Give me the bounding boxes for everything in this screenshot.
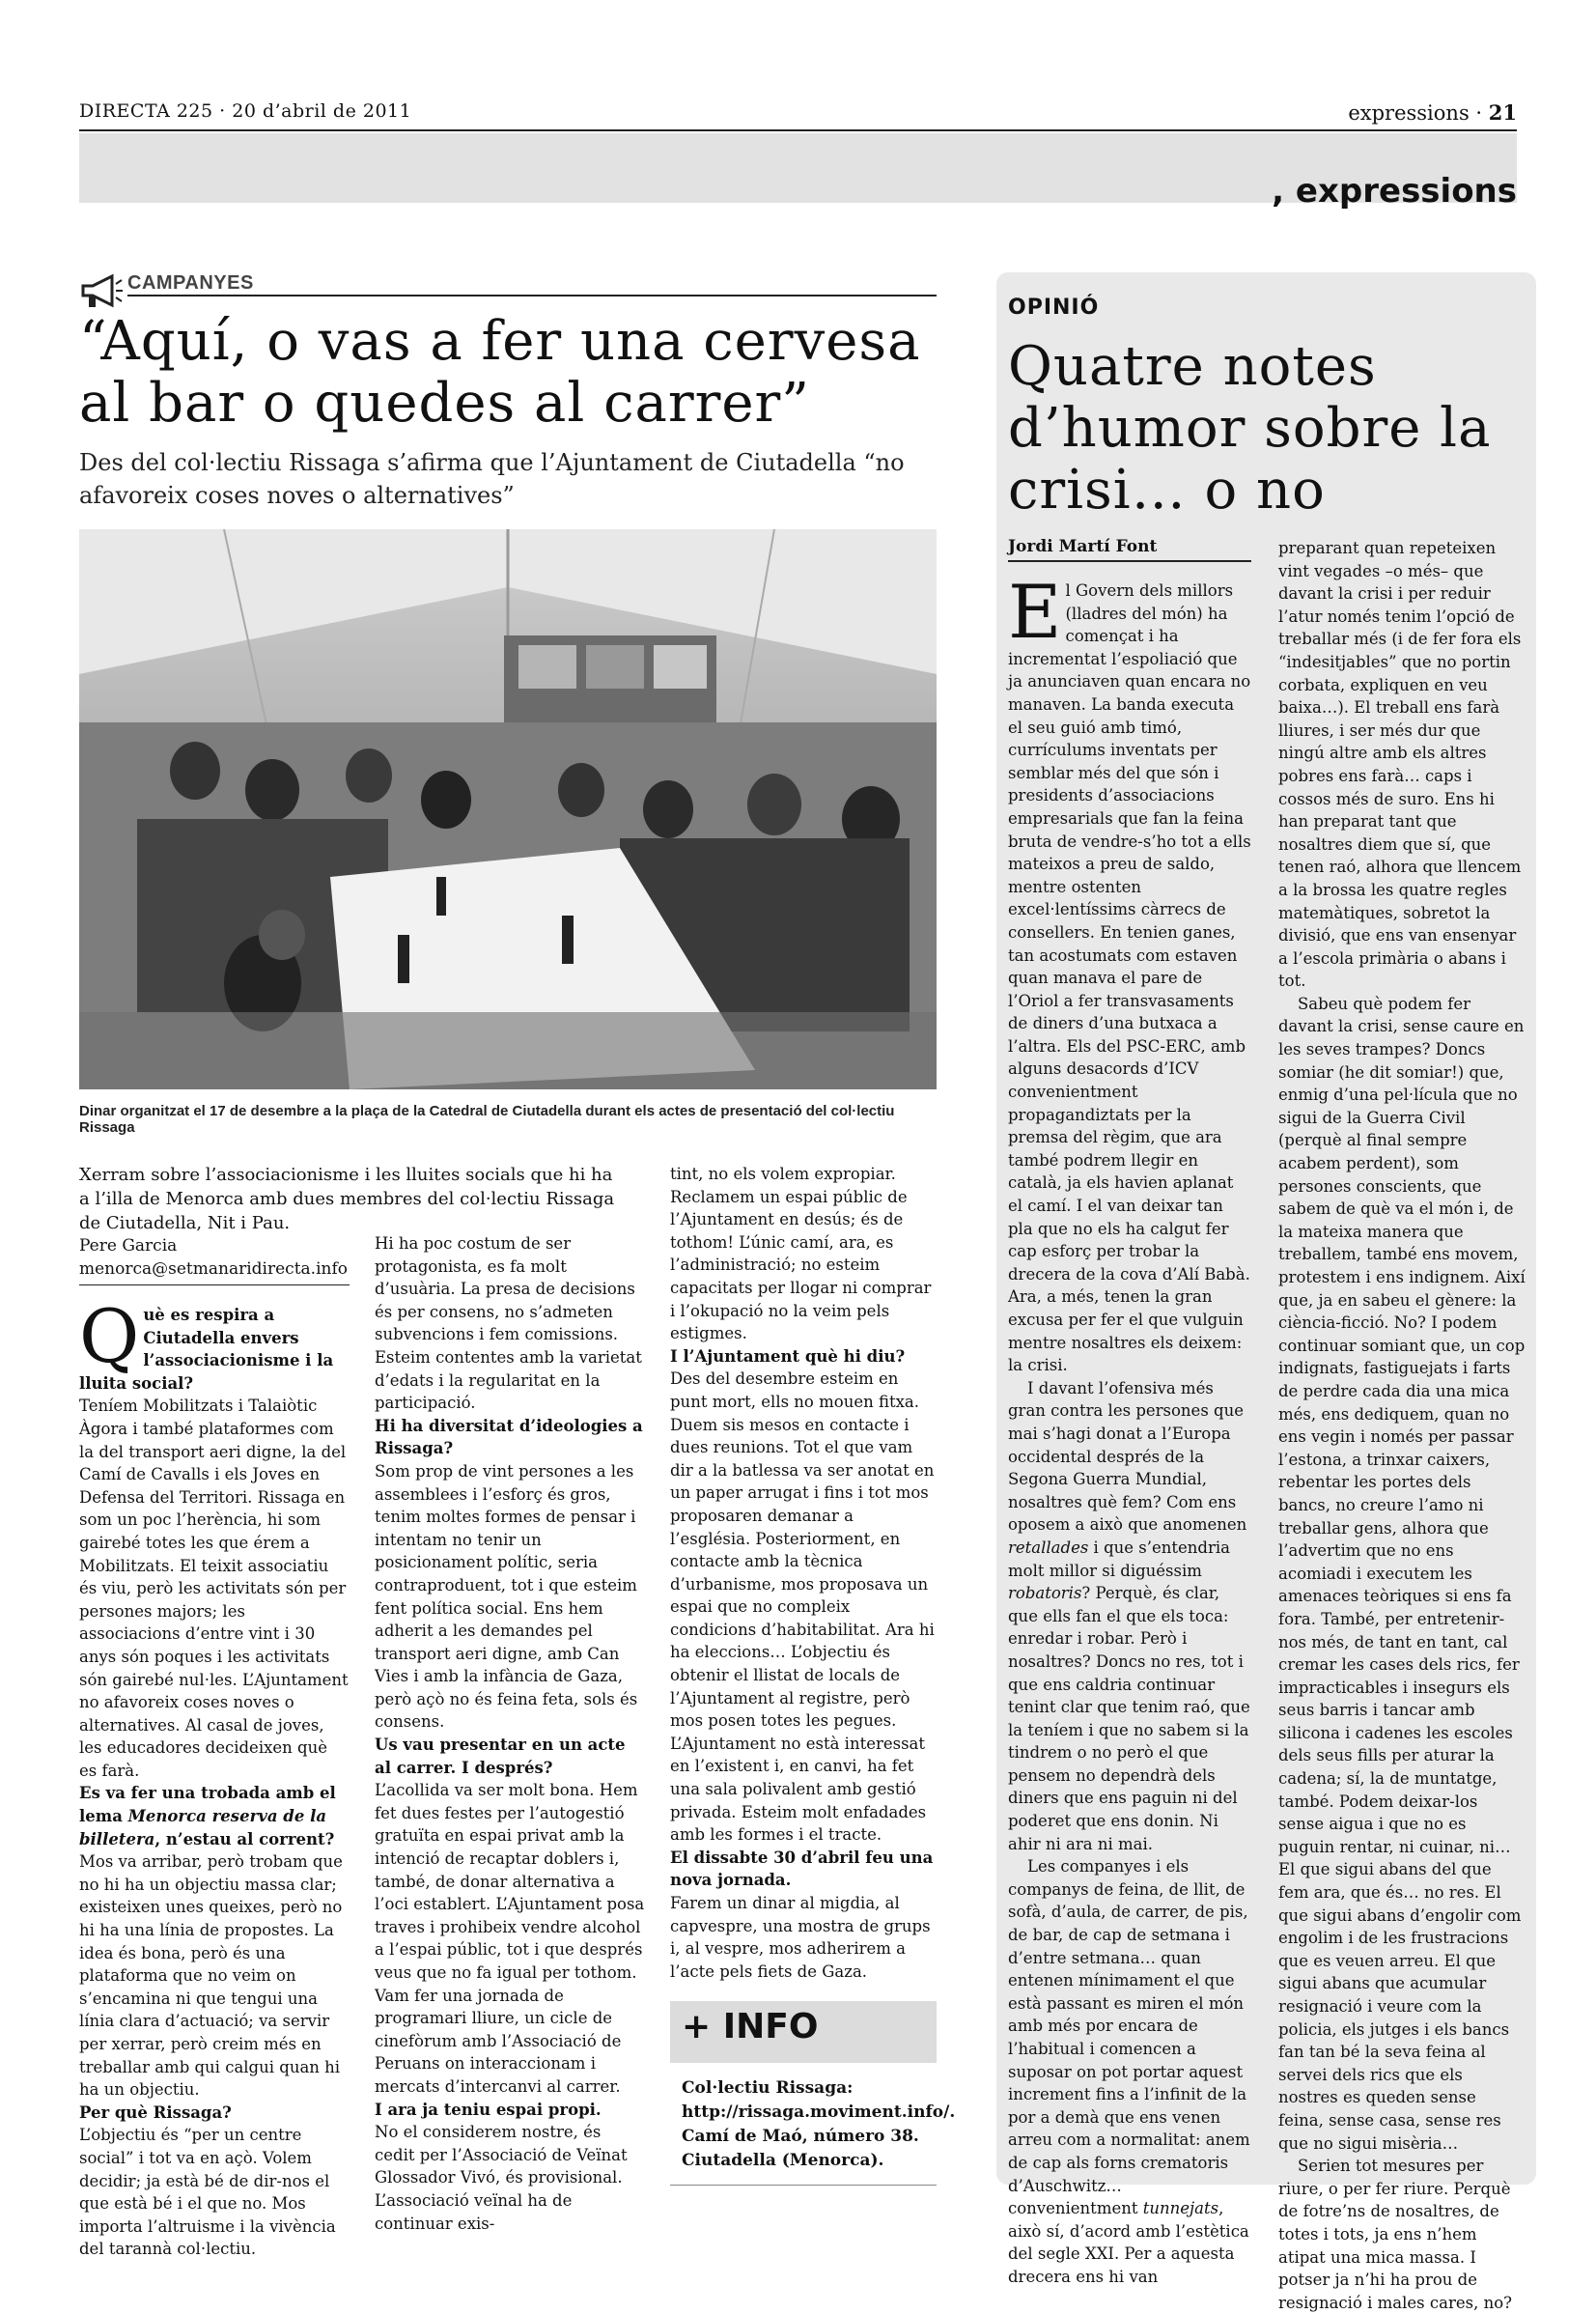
article-column-2: [375, 1232, 645, 2235]
question: Hi ha diversitat d’ideologies a Rissaga?: [375, 1416, 643, 1458]
byline-rule: [79, 1284, 350, 1285]
info-link[interactable]: http://rissaga.moviment.info/.: [682, 2102, 956, 2122]
opinion-author-rule: [1008, 560, 1251, 562]
answer: Mos va arribar, però trobam que no hi ha un objectiu massa clar; existeixen unes queixes, però no hi ha una línia de propostes. La idea és bona, però és una plataforma que no veim on s’encamina ni que tengui una línia clara d’actuació; va servir per xerrar, però creim més en treballar amb qui calgui quan hi ha un objectiu.: [79, 1852, 343, 2100]
answer: Farem un dinar al migdia, al capvespre, una mostra de grups i, al vespre, mos adherirem a l’acte pels fiets de Gaza.: [670, 1894, 931, 1981]
answer: L’objectiu és “per un centre social” i tot va en açò. Volem decidir; ja està bé de dir-nos el que està bé i el que no. Mos importa l’altruisme i la vivència del tarannà col·lectiu.: [79, 2126, 336, 2259]
answer: L’acollida va ser molt bona. Hem fet dues festes per l’autogestió gratuïta en espai privat amb la intenció de recaptar doblers i, també, de donar alternativa a l’oci establert. L’Ajuntament posa traves i prohibeix vendre alcohol a l’espai públic, tot i que després veus que no fa igual per tothom. Vam fer una jornada de programari lliure, un cicle de cinefòrum amb l’Associació de Peruans on interaccionam i mercats d’intercanvi al carrer.: [375, 1781, 645, 2096]
info-title: + INFO: [682, 2007, 819, 2046]
opinion-author: Jordi Martí Font: [1008, 537, 1158, 556]
page-section: [1348, 100, 1517, 125]
page-number: 21: [1488, 100, 1517, 125]
info-body: [682, 2076, 956, 2173]
band-label: , expressions: [1272, 172, 1517, 211]
paragraph: I davant l’ofensiva més gran contra les persones que mai s’hagi donat a l’Europa occidental després de la Segona Guerra Mundial, nosaltres què fem? Com ens oposem a això que anomenen retallades i que s’entendria molt millor si diguéssim robatoris? Perquè, és clar, que ells fan el que els toca: enredar i robar. Però i nosaltres? Doncs no res, tot i que ens caldria continuar tenint clar que tenim raó, que la teníem i que no sabem si la tindrem o no però el que pensem no dependrà dels diners que ens paguin ni del poderet que ens donin. Ni ahir ni ara ni mai.: [1008, 1378, 1250, 1853]
photo-caption: Dinar organitzat el 17 de desembre a la plaça de la Catedral de Ciutadella durant els actes de presentació del col·lectiu Rissaga: [79, 1103, 895, 1136]
section-rule: [127, 295, 937, 296]
info-line: Ciutadella (Menorca).: [682, 2151, 884, 2170]
question: I ara ja teniu espai propi.: [375, 2100, 602, 2119]
opinion-title: Quatre notes d’humor sobre la crisi… o no: [1008, 335, 1492, 522]
issue-info: DIRECTA 225 · 20 d’abril de 2011: [79, 100, 412, 122]
question: I l’Ajuntament què hi diu?: [670, 1346, 906, 1366]
article-title: “Aquí, o vas a fer una cervesa al bar o quedes al carrer”: [79, 310, 921, 435]
answer: tint, no els volem expropiar. Reclamem un espai públic de l’Ajuntament en desús; és de tothom! L’únic camí, ara, es l’administració; no esteim capacitats per llogar ni comprar i l’okupació no la veim pels estigmes.: [670, 1165, 932, 1343]
section-label: CAMPANYES: [127, 272, 254, 294]
info-line: Col·lectiu Rissaga:: [682, 2078, 854, 2098]
info-rule: [670, 2185, 937, 2186]
question: uè es respira a Ciutadella envers l’associacionisme i la lluita social?: [79, 1306, 334, 1393]
question: El dissabte 30 d’abril feu una nova jornada.: [670, 1848, 934, 1890]
article-lead: Xerram sobre l’associacionisme i les lluites socials que hi ha a l’illa de Menorca amb dues membres del col·lectiu Rissaga de Ciutadella, Nit i Pau.: [79, 1165, 615, 1233]
opinion-label: OPINIÓ: [1008, 296, 1100, 320]
question: Es va fer una trobada amb el lema Menorca reserva de la billetera, n’estau al corrent?: [79, 1784, 336, 1848]
question: Us vau presentar en un acte al carrer. I després?: [375, 1736, 626, 1777]
opinion-column-2: [1278, 537, 1526, 2314]
author-name: Pere Garcia: [79, 1236, 178, 1256]
paragraph: Les companyes i els companys de feina, de llit, de sofà, d’aula, de carrer, de pis, de bar, de cap de setmana i d’entre setmana… quan entenen mínimament el que està passant es miren el món amb més por encara de l’habitual i comencen a suposar on pot portar aquest increment fins a l’infinit de la por a demà que ens venen arreu com a normalitat: anem de cap als forns crematoris d’Auschwitz… convenientment tunnejats, això sí, d’acord amb l’estètica del segle XXI. Per a aquesta drecera ens hi van: [1008, 1857, 1250, 2286]
answer: Som prop de vint persones a les assemblees i l’esforç és gros, tenim moltes formes de pensar i intentam no tenir un posicionament polític, seria contraproduent, tot i que esteim fent política social. Ens hem adherit a les demandes pel transport aeri digne, amb Can Vies i amb la infància de Gaza, però açò no és feina feta, sols és consens.: [375, 1461, 638, 1732]
answer: Teníem Mobilitzats i Talaiòtic Àgora i també plataformes com la del transport aeri digne, la del Camí de Cavalls i els Joves en Defensa del Territori. Rissaga en som un poc l’herència, hi som gairebé totes les que érem a Mobilitzats. El teixit associatiu és viu, però les activitats són per persones majors; les associacions d’entre vint i 30 anys són poques i les activitats són gairebé nul·les. L’Ajuntament no afavoreix coses noves o alternatives. Al casal de joves, les educadores decideixen què es farà.: [79, 1397, 349, 1780]
answer: No el considerem nostre, és cedit per l’Associació de Veïnat Glossador Vivó, és provisional. L’associació veïnal ha de continuar exis-: [375, 2123, 628, 2233]
paragraph: Sabeu què podem fer davant la crisi, sense caure en les seves trampes? Doncs somiar (he dit somiar!) que, enmig d’una pel·lícula que no sigui de la Guerra Civil (perquè al final sempre acabem perdent), som persones conscients, que sabem de què va el món i, de la mateixa manera que treballem, també ens movem, protestem i ens indignem. Així que, ja en sabeu el gènere: la ciència-ficció. No? I podem continuar somiant que, un cop indignats, fastiguejats i farts de perdre cada dia una mica més, ens dediquem, quan no ens vegin i només per passar l’estona, a trinxar caixers, rebentar les portes dels bancs, no creure l’amo ni treballar gens, alhora que l’advertim que no ens acomiadi i executem les amenaces teòriques si ens fa fora. També, per entretenir-nos més, de tant en tant, cal cremar les cases dels rics, fer impracticables i insegurs els seus barris i tancar amb silicona i cadenes les escoles dels seus fills per aturar la cadena; sí, la de muntatge, també. Podem deixar-los sense aigua i que no es puguin rentar, ni cuinar, ni… El que sigui abans del que fem ara, que és… no res. El que sigui abans d’engolir com engolim i de les frustracions que es veuen arreu. El que sigui abans que acumular resignació i veure com la policia, els jutges i els bancs fan tan bé la seva feina al servei dels rics que els nostres es queden sense feina, sense casa, sense res que no sigui misèria…: [1278, 994, 1526, 2153]
megaphone-icon: [79, 272, 124, 311]
event-photo: [79, 529, 937, 1089]
answer: Des del desembre esteim en punt mort, ells no mouen fitxa. Duem sis mesos en contacte i dues reunions. Tot el que vam dir a la batlessa va ser anotat en un paper arrugat i fins i tot mos proposaren demanar a l’església. Posteriorment, en contacte amb la tècnica d’urbanisme, mos proposava un espai que no compleix condicions d’habitabilitat. Ara hi ha eleccions… L’objectiu és obtenir el llistat de locals de l’Ajuntament al registre, però mos posen totes les pegues. L’Ajuntament no està interessat en l’existent i, en canvi, ha fet una sala polivalent amb gestió privada. Esteim molt enfadades amb les formes i el tracte.: [670, 1369, 935, 1845]
question: Per què Rissaga?: [79, 2102, 232, 2122]
paragraph: preparant quan repeteixen vint vegades –o més– que davant la crisi i per reduir l’atur només tenim l’opció de treballar més (i de fer fora els “indesitjables” que no portin corbata, expliquen en veu baixa…). El treball ens farà lliures, i ser més dur que ningú altre amb els altres pobres ens farà… caps i cossos més de suro. Ens hi han preparat tant que nosaltres diem que sí, que tenen raó, alhora que llencem a la brossa les quatre regles matemàtiques, sobretot la divisió, que ens van ensenyar a l’escola primària o abans i tot.: [1278, 539, 1522, 991]
byline: [79, 1234, 350, 1281]
paragraph: l Govern dels millors (lladres del món) ha començat i ha incrementat l’espoliació que ja anunciaven quan encara no manaven. La banda executa el seu guió amb timó, currículums inventats per semblar més del que són i presidents d’associacions empresarials que fan la feina bruta de vendre-s’ho tot a ells mateixos a preu de saldo, mentre ostenten excel·lentíssims càrrecs de consellers. En tenien ganes, tan acostumats com estaven quan manava el pare de l’Oriol a fer transvasaments de diners d’una butxaca a l’altra. Els del PSC-ERC, amb alguns desacords d’ICV convenientment propagandiztats per la premsa del règim, que ara també podrem llegir en català, ja els havien aplanat el camí. I el van deixar tan pla que no els ha calgut fer cap esforç per trobar la drecera de la cova d’Alí Babà. Ara, a més, tenen la gran excusa per fer el que vulguin mentre nosaltres els deixem: la crisi.: [1008, 581, 1251, 1375]
drop-cap: Q: [79, 1293, 140, 1379]
opinion-column-1: [1008, 569, 1251, 2289]
header-rule: [79, 129, 1517, 131]
section-name: expressions ·: [1348, 101, 1483, 125]
paragraph: Serien tot mesures per riure, o per fer riure. Perquè de fotre’ns de nosaltres, de totes i tots, ja ens n’hem atipat una mica massa. I potser ja n’hi ha prou de resignació i males cares, no?: [1278, 2157, 1512, 2312]
drop-cap: E: [1008, 569, 1062, 655]
author-email: menorca@setmanaridirecta.info: [79, 1259, 348, 1279]
article-column-3: [670, 1163, 937, 1983]
article-subtitle: Des del col·lectiu Rissaga s’afirma que l’Ajuntament de Ciutadella “no afavoreix coses noves o alternatives”: [79, 449, 905, 509]
info-line: Camí de Maó, número 38.: [682, 2127, 919, 2146]
answer: Hi ha poc costum de ser protagonista, es fa molt d’usuària. La presa de decisions és per consens, no s’admeten subvencions i fem comissions. Esteim contentes amb la varietat d’edats i la regularitat en la participació.: [375, 1234, 642, 1413]
article-column-1: [79, 1293, 350, 2261]
